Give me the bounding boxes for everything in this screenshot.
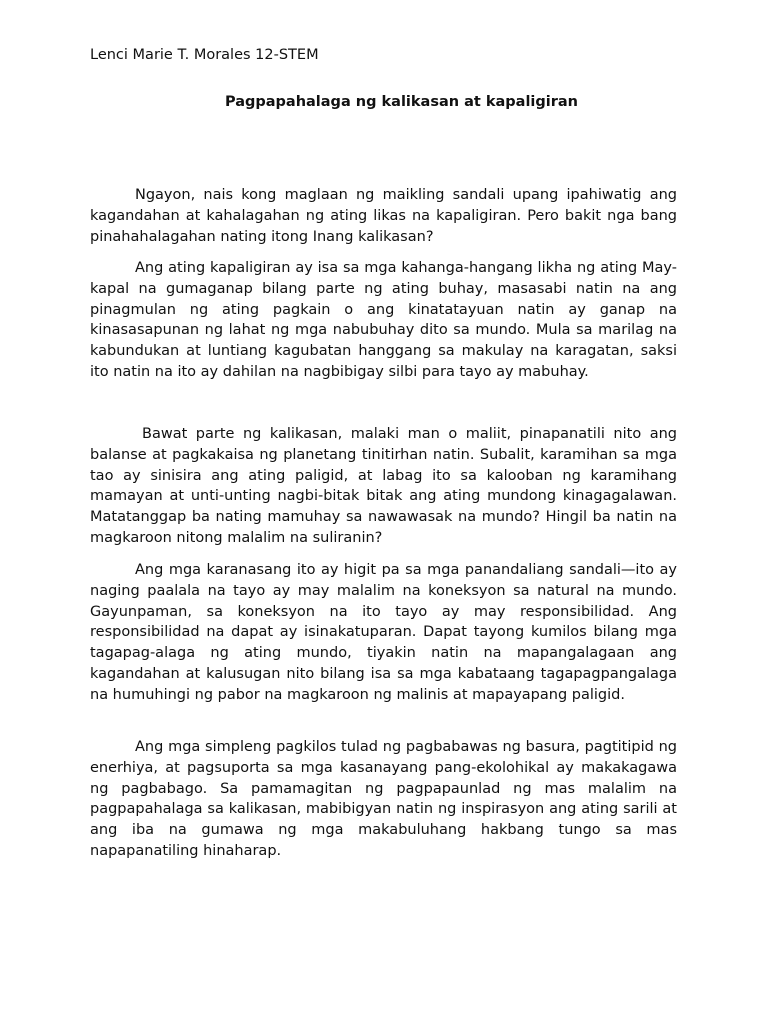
body-paragraph-2: Ang ating kapaligiran ay isa sa mga kahanga-hangang likha ng ating May-kapal na gumaganap bilang parte ng ating buhay, masasabi natin na ang pinagmulan ng ating pagkain o ang kinatatayuan natin ay ganap na kinasasapunan ng lahat ng mga nabubuhay dito sa mundo. Mula sa marilag na kabundukan at luntiang kagubatan hanggang sa makulay na karagatan, saksi ito natin na ito ay dahilan na nagbibigay silbi para tayo ay mabuhay. — [90, 260, 677, 380]
document-title: Pagpapahalaga ng kalikasan at kapaligiran — [224, 94, 579, 110]
body-paragraph-1: Ngayon, nais kong maglaan ng maikling sandali upang ipahiwatig ang kagandahan at kahalagahan ng ating likas na kapaligiran. Pero bakit nga bang pinahahalagahan nating itong Inang kalikasan? — [90, 187, 677, 245]
body-paragraph-3: Bawat parte ng kalikasan, malaki man o maliit, pinapanatili nito ang balanse at pagkakaisa ng planetang tinitirhan natin. Subalit, karamihan sa mga tao ay sinisira ang ating paligid, at labag ito sa kalooban ng karamihang mamayan at unti-unting nagbi-bitak bitak ang ating mundong kinagagalawan. Matatanggap ba nating mamuhay sa nawawasak na mundo? Hingil ba natin na magkaroon nitong malalim na suliranin? — [90, 426, 677, 546]
author-line: Lenci Marie T. Morales 12-STEM — [90, 47, 319, 63]
body-paragraph-5: Ang mga simpleng pagkilos tulad ng pagbabawas ng basura, pagtitipid ng enerhiya, at pagsuporta sa mga kasanayang pang-ekolohikal ay makakagawa ng pagbabago. Sa pamamagitan ng pagpapaunlad ng mas malalim na pagpapahalaga sa kalikasan, mabibigyan natin ng inspirasyon ang ating sarili at ang iba na gumawa ng mga makabuluhang hakbang tungo sa mas napapanatiling hinaharap. — [90, 739, 677, 859]
body-paragraph-4: Ang mga karanasang ito ay higit pa sa mga panandaliang sandali—ito ay naging paalala na tayo ay may malalim na koneksyon sa natural na mundo. Gayunpaman, sa koneksyon na ito tayo ay may responsibilidad. Ang responsibilidad na dapat ay isinakatuparan. Dapat tayong kumilos bilang mga tagapag-alaga ng ating mundo, tiyakin natin na mapangalagaan ang kagandahan at kalusugan nito bilang isa sa mga kabataang tagapagpangalaga na humuhingi ng pabor na magkaroon ng malinis at mapayapang paligid. — [90, 562, 677, 703]
